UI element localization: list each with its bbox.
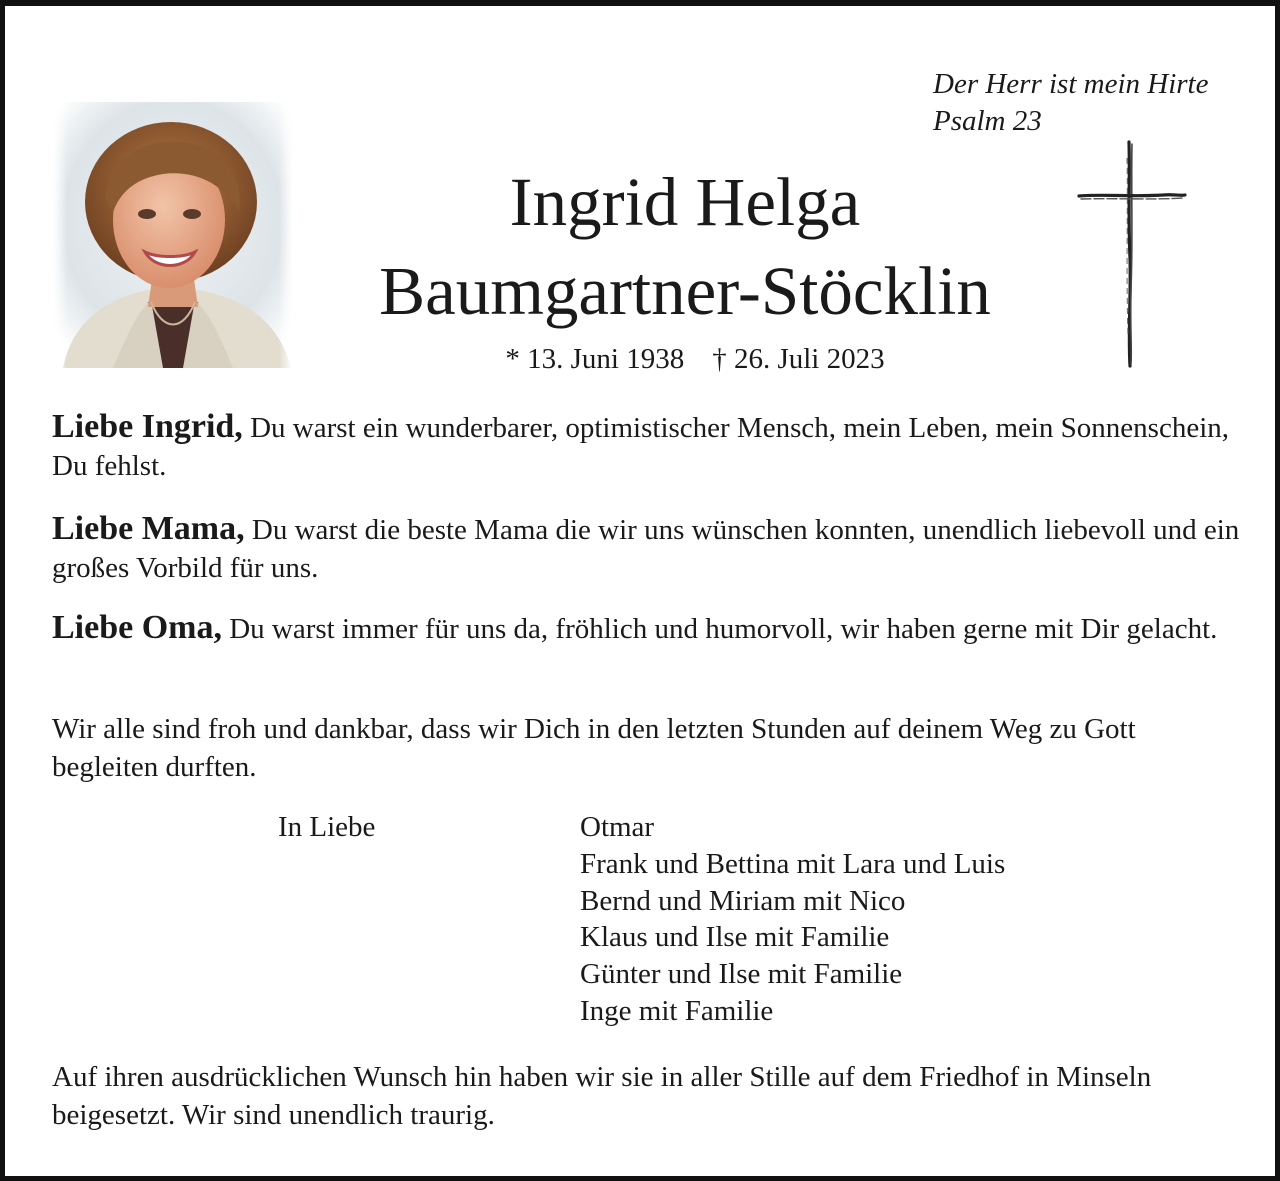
deceased-surname: Baumgartner-Stöcklin: [379, 253, 991, 329]
tribute-lead: Liebe Mama,: [52, 510, 245, 547]
life-dates: [305, 343, 1085, 376]
tribute-wife: [52, 408, 1242, 485]
bible-quote-text: Der Herr ist mein Hirte: [933, 68, 1209, 100]
tribute-lead: Liebe Ingrid,: [52, 408, 243, 445]
tribute-text: Du warst die beste Mama die wir uns wünschen konnten, unendlich liebevoll und ein großes Vorbild für uns.: [52, 514, 1240, 584]
bible-quote: [933, 66, 1208, 140]
death-date: † 26. Juli 2023: [712, 343, 885, 375]
birth-date: * 13. Juni 1938: [505, 343, 685, 375]
burial-notice: Auf ihren ausdrücklichen Wunsch hin haben wir sie in aller Stille auf dem Friedhof in Minseln beigesetzt. Wir sind unendlich traurig.: [52, 1061, 1152, 1131]
mourner: Bernd und Miriam mit Nico: [580, 884, 906, 917]
signoff: In Liebe: [278, 811, 376, 843]
mourner: Klaus und Ilse mit Familie: [580, 921, 890, 954]
mourner: Frank und Bettina mit Lara und Luis: [580, 847, 1006, 880]
bible-quote-source: Psalm 23: [933, 105, 1042, 137]
tribute-text: Du warst ein wunderbarer, optimistischer Mensch, mein Leben, mein Sonnenschein, Du fehlst.: [52, 412, 1230, 482]
tribute-mother: [52, 510, 1242, 587]
deceased-first-names: Ingrid Helga: [509, 164, 861, 240]
tribute-text: Du warst immer für uns da, fröhlich und humorvoll, wir haben gerne mit Dir gelacht.: [221, 613, 1218, 645]
gratitude-text: Wir alle sind froh und dankbar, dass wir Dich in den letzten Stunden auf deinem Weg zu Gott begleiten durften.: [52, 713, 1136, 783]
tribute-lead: Liebe Oma,: [52, 609, 222, 646]
portrait-photo: [53, 102, 293, 368]
mourners-list: [580, 809, 1005, 1030]
mourner: Inge mit Familie: [580, 994, 774, 1027]
mourner: Günter und Ilse mit Familie: [580, 958, 903, 991]
cross-icon: [1073, 138, 1191, 370]
tribute-grandmother: [52, 609, 1242, 648]
mourner: Otmar: [580, 811, 655, 843]
